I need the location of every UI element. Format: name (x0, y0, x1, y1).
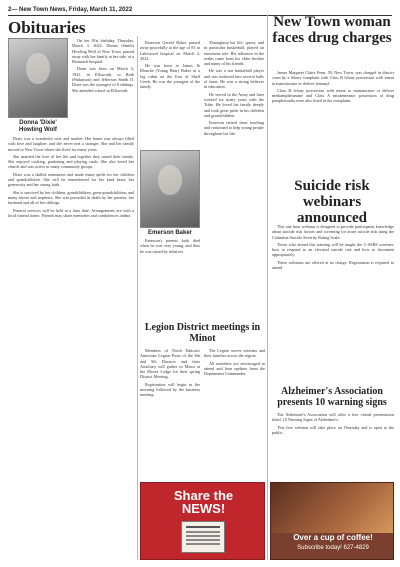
paragraph: He was a star basketball player and was inducted into several halls of fame. He was a strong believer in education. (204, 68, 264, 90)
paragraph: This free webinar will take place on Thursday and is open to the public. (272, 424, 394, 435)
paragraph: Donn was born on March 3, 1941, in Ellsworth, to Ruth (Parkinson) and Jefferson Smith II. Dixie was the youngest of 8 siblings. She attended school in Ellsworth. (72, 66, 134, 93)
paragraph: These webinars are offered at no charge. Registration is required to attend. (272, 259, 394, 271)
donna-caption-name: Donna 'Dixie' (19, 120, 57, 126)
emerson-obituary-body (140, 238, 200, 318)
donna-obituary-body (8, 136, 134, 556)
paragraph: Those who attend this training will be taught the C-SSRS screener, how to respond to an elevated suicide risk and how to document appropriately. (272, 241, 394, 258)
donna-portrait (8, 38, 68, 118)
drug-charges-headline: New Town woman faces drug charges (272, 14, 392, 46)
paragraph: Class B felony possession with intent to manufacture or deliver methamphetamine and Class A misdemeanor possession of drug paraphernalia were also listed in the complaint. (272, 87, 394, 104)
donna-caption-surname: Howling Wolf (19, 126, 57, 133)
paragraph: James Margaret Claire Fenn, 59, New Town, was charged in district court by a felony complaint with Class B felony possession with intent to manufacture or deliver fentanyl. (272, 70, 394, 86)
page-line: 2— New Town News, Friday, March 11, 2022 (8, 6, 133, 13)
legion-article-col2 (204, 348, 265, 478)
paragraph: Emerson's parents both died when he was very young, and thus he was raised by relatives. (140, 238, 200, 254)
emerson-obituary-intro (140, 40, 200, 148)
newspaper-icon (181, 521, 225, 553)
coffee-ad-subtitle: Subscribe today! 627-4829 (297, 545, 369, 551)
paragraph: Dixie was a wonderful wife and mother. Her home was always filled with love and laughter, and she never met a stranger. She and her family moved to New Town where she lived for many years. (8, 136, 134, 152)
legion-article-col1 (140, 348, 200, 478)
paragraph: Throughout his life, sports, and in particular basketball, played an enormous role. His influence in the realm came from his older brother and many of his friends. (204, 40, 264, 67)
column-divider (267, 14, 268, 560)
share-ad-line1: Share the (173, 488, 234, 503)
paragraph: He served in the Army and later worked for many years with the Tribe. He loved his family deeply and took great pride in his children and grandchildren. (204, 91, 264, 118)
paragraph: Emerson retired from teaching and continued to help young people throughout his life. (204, 120, 264, 136)
paragraph: The Legion serves veterans and their families across the region. (204, 348, 265, 359)
paragraph: The Alzheimer's Association will offer a free virtual presentation titled, 10 Warning Signs of Alzheimer's. (272, 412, 394, 423)
donna-obituary-intro (72, 38, 134, 130)
coffee-subscription-ad[interactable] (270, 482, 394, 560)
alzheimers-headline: Alzheimer's Association presents 10 warning signs (277, 386, 387, 408)
paragraph: She is survived by her children, grandchildren, great-grandchildren, and many nieces and nephews. She was preceded in death by her parents, her husband and all of her siblings. (8, 189, 134, 206)
paragraph: Funeral services will be held at a later date. Arrangements are with a local funeral home. Friends may share memories and condolences online. (8, 207, 134, 218)
emerson-portrait (140, 150, 200, 228)
column-divider (137, 36, 138, 560)
coffee-photo (271, 483, 394, 533)
paragraph: All members are encouraged to attend and hear updates from the Department Commander. (204, 360, 265, 377)
paragraph: Emerson Gerald Baker passed away peacefully at the age of 83 in Lakewood hospital on March 2, 2022. (140, 40, 200, 61)
legion-headline: Legion District meetings in Minot (144, 322, 261, 344)
paragraph: Dixie was a skilled seamstress and made many quilts for her children and grandchildren. She will be remembered for her kind heart, her generosity and her strong faith. (8, 171, 134, 188)
suicide-webinar-headline: Suicide risk webinars announced (294, 178, 370, 226)
share-the-news-ad[interactable] (140, 482, 265, 560)
emerson-obituary-continued (204, 40, 264, 310)
alzheimers-article (272, 412, 394, 478)
obituaries-heading: Obituaries (8, 18, 86, 37)
paragraph: On her 81st birthday, Thursday, March 3, 2022, Donna (Smith) Howling Wolf of New Town, passed away with her family at her side, at a Bismarck hospital. (72, 38, 134, 65)
paragraph: This one hour webinar is designed to provide participants knowledge about suicide risk factors and screening for acute suicide risk using the Columbia Suicide Severity Rating Scale. (272, 224, 394, 240)
coffee-ad-title: Over a cup of coffee! (293, 533, 373, 542)
share-ad-line2: NEWS! (181, 501, 226, 516)
share-ad-text (147, 489, 260, 515)
paragraph: Registration will begin in the morning followed by the business meeting. (140, 381, 200, 398)
donna-caption (8, 120, 68, 134)
paragraph: She married the love of her life and together they raised their family. She enjoyed cooking, gardening and playing cards. She also loved her church and was active in many community groups. (8, 153, 134, 170)
paragraph: Members of North Dakota's American Legion Posts of the 6th and 9th Districts and their Auxiliary will gather in Minot at the Moose Lodge for their spring District Meeting. (140, 348, 200, 380)
drug-charges-article (272, 70, 394, 170)
suicide-webinar-article (272, 224, 394, 380)
paragraph: He was born to James & Blanche (Young Bear) Baker in a log cabin on the East of Shell Creek. He was the youngest of the family. (140, 63, 200, 90)
emerson-caption: Emerson Baker (147, 230, 193, 236)
